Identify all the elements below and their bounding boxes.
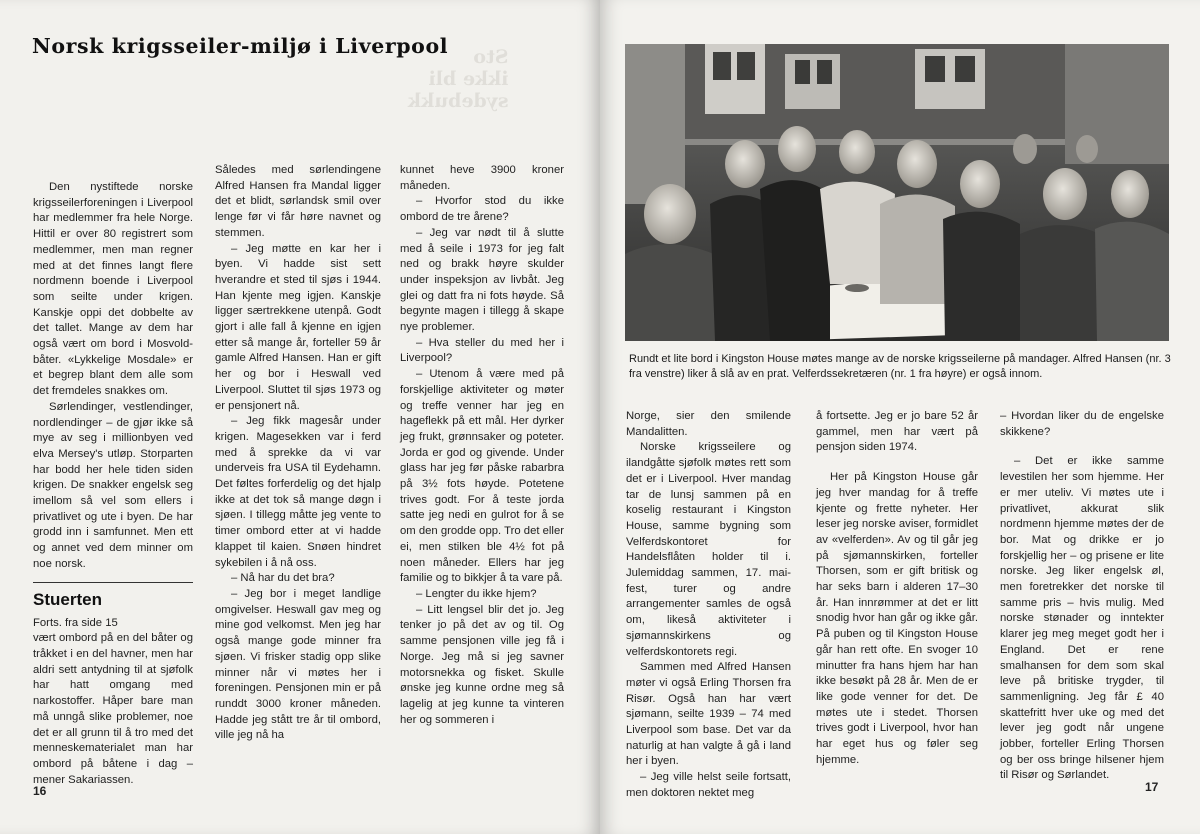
left-column-2 xyxy=(215,163,381,744)
photo-illustration xyxy=(625,44,1169,341)
paragraph: Således med sørlendingene Alfred Hansen fra Mandal ligger det et blidt, sørlandsk smil over lenge før vi får høre navnet og stemmen. xyxy=(215,164,381,239)
right-column-1 xyxy=(626,409,791,802)
photo-caption: Rundt et lite bord i Kingston House møtes mange av de norske krigsseilerne på mandager. Alfred Hansen (nr. 3 fra venstre) liker å slå av en prat. Velferdssekretæren (nr. 1 fra høyre) er også innom. xyxy=(629,353,1171,380)
paragraph: – Jeg møtte en kar her i byen. Vi hadde sist sett hverandre et sted til sjøs i 1944. Han kjente meg igjen. Kanskje ligger særtrekkene utenpå. Godt gjort i alle fall å kjenne en igjen etter så mange år, forteller 59 år gamle Alfred Hansen. Han er gift her og bor i Heswall ved Liverpool. Sluttet til sjøs 1973 og er pensjonert nå. xyxy=(215,242,381,412)
section-subhead: Stuerten xyxy=(33,589,102,609)
paragraph: – Hvorfor stod du ikke ombord de tre årene? xyxy=(400,195,564,224)
page-number: 17 xyxy=(1145,780,1159,794)
paragraph: – Hvordan liker du de engelske skikkene? xyxy=(1000,410,1164,438)
right-column-3 xyxy=(1000,409,1164,784)
paragraph: – Lengter du ikke hjem? xyxy=(416,587,537,600)
paragraph: Sørlendinger, vestlendinger, nordlendinger – de gjør ikke så mye av seg i millionbyen ved elva Mersey's utløp. Storparten har bodd her hele tiden siden krigen. De snakker engelsk seg imellom så vel som ellers i privatlivet og ute i byen. De har grodd inn i samfunnet. Men ett og annet ved dem minner om noe norsk. xyxy=(33,400,193,570)
left-column-1 xyxy=(33,180,193,788)
paragraph: – Utenom å være med på forskjellige aktiviteter og møter og treffe venner har jeg en hageflekk på ett mål. Her dyrker jeg frukt, grønnsaker og poteter. Jorda er god og givende. Under glass har jeg før påske rabarbra på 3½ fots høyde. Potetene trives godt. For å teste jorda satte jeg nedi en gulrot for å se om den grodde opp. Tro det eller ei, men stilken ble 4½ fot på noen måneder. Ellers har jeg familie og to bikkjer å ta vare på. xyxy=(400,368,564,585)
divider xyxy=(33,582,193,583)
paragraph: Den nystiftede norske krigsseilerforeningen i Liverpool har medlemmer fra hele Norge. Hittil er over 80 registrert som medlemmer, men man regner med at det finnes langt flere nordmenn boende i Liverpool som seilte under krigen. Kanskje oppi det dobbelte av det tallet. Mange av dem har også vært om bord i Mosvold-båter. «Lykkelige Mosdale» er et begrep blant dem alle som det fremdeles snakkes om. xyxy=(33,181,193,398)
paragraph: – Jeg bor i meget landlige omgivelser. Heswall gav meg og mine god velkomst. Men jeg har også mange gode minner fra sjøen. Vi frisker stadig opp slike minner når vi møtes her i foreningen. Pensjonen min er på runddt 3000 kroner måneden. Hadde jeg stått tre år til ombord, ville jeg nå ha xyxy=(215,587,381,742)
paragraph: – Jeg fikk magesår under krigen. Magesekken var i ferd med å sprekke da vi var underveis fra USA til Eydehamn. Det føltes forferdelig og det hjalp ikke at det tok så mange døgn i sjøen. I tillegg måtte jeg vente to timer ombord etter at vi hadde klappet til kaien. Snøen hindret sykebilen i å nå oss. xyxy=(215,415,381,569)
paragraph: Sammen med Alfred Hansen møter vi også Erling Thorsen fra Risør. Også han har vært sjømann, seilte 1939 – 74 med Liverpool som base. Det var da naturlig at han valgte å gå i land her i byen. xyxy=(626,661,791,768)
paragraph: vært ombord på en del båter og tråkket i en del havner, men har aldri sett antydning til at sjøfolk har hatt omgang med narkostoffer. Håper bare man må unngå slike problemer, noe det er all grunn til å tro med det menneskematerialet man har ombord på båtene i dag – mener Sakariassen. xyxy=(33,632,193,786)
paragraph: Norge, sier den smilende Mandalitten. xyxy=(626,410,791,438)
paragraph: – Det er ikke samme levestilen her som hjemme. Her er mer uteliv. Vi møtes ute i privatlivet, akkurat slik nordmenn hjemme møtes der de bor. Mat og drikke er jo forskjellig her – og prisene er lite norske. Jeg liker engelsk øl, men foretrekker det norske til samme pris – hvis mulig. Med norske stønader og inntekter klarer jeg meg meget godt her i England. Det er rene smalhansen for dem som skal leve på britiske trygder, til sammenligning. Jeg får £ 40 skattefritt hver uke og med det lever jeg godt når ungene jobber, forteller Erling Thorsen og ber oss bringe hilsener hjem til Risør og Sørlandet. xyxy=(1000,455,1164,782)
left-column-3 xyxy=(400,163,564,728)
continuation-note: Forts. fra side 15 xyxy=(33,616,118,629)
paragraph: å fortsette. Jeg er jo bare 52 år gammel, men har vært på pensjon siden 1974. xyxy=(816,410,978,454)
paragraph: – Jeg var nødt til å slutte med å seile i 1973 for jeg falt ned og brakk høyre skulder under inspeksjon av livbåt. Jeg glei og datt fra ni fots høyde. Så begynte magen i tillegg å skape nye problemer. xyxy=(400,226,564,334)
paragraph: – Litt lengsel blir det jo. Jeg tenker jo på det av og til. Og samme pensjonen ville jeg få i Norge. Jeg må si jeg savner motorsnekka og fisket. Skulle ønske jeg kunne ordne meg så lagelig at jeg kunne ta vinteren her og sommeren i xyxy=(400,603,564,726)
paragraph: Her på Kingston House går jeg hver mandag for å treffe kjente og frette nyheter. Her leser jeg norske aviser, formidlet av «velferden». Av og til går jeg på sjømannskirken, forteller Thorsen, som er gift britisk og har seks barn i alderen 17–30 år. Han innrømmer at det er litt snodig hvor han går og ikke går. På puben og til Kingston House går han rett ofte. En svoger 10 minutter fra hans hjem har han ikke besøkt på 28 år. Men de er like gode venner for det. De møtes ute i stedet. Thorsen trives godt i Liverpool, hvor han har eget hus og føler seg hjemme. xyxy=(816,471,978,766)
paragraph: Norske krigsseilere og ilandgåtte sjøfolk møtes rett som det er i Liverpool. Hver mandag tar de lunsj sammen på en koselig restaurant i Kingston House, samme bygning som Velferdskontoret for Handelsflåten holder til i. Julemiddag sammen, 17. mai-fest, turer og andre arrangementer samles de også om, likeså aktiviteter i sjømannskirkens og velferdskontorets regi. xyxy=(626,441,791,658)
paragraph: – Jeg ville helst seile fortsatt, men doktoren nektet meg xyxy=(626,771,791,799)
article-headline: Norsk krigsseiler-miljø i Liverpool xyxy=(32,34,449,58)
paragraph: – Hva steller du med her i Liverpool? xyxy=(400,336,564,365)
show-through-text: Sto ikke bli sydebukk xyxy=(408,46,509,112)
right-column-2 xyxy=(816,409,978,768)
group-photo xyxy=(625,44,1169,341)
paragraph: kunnet heve 3900 kroner måneden. xyxy=(400,164,564,192)
paragraph: – Nå har du det bra? xyxy=(231,572,335,585)
page-number: 16 xyxy=(33,784,47,798)
